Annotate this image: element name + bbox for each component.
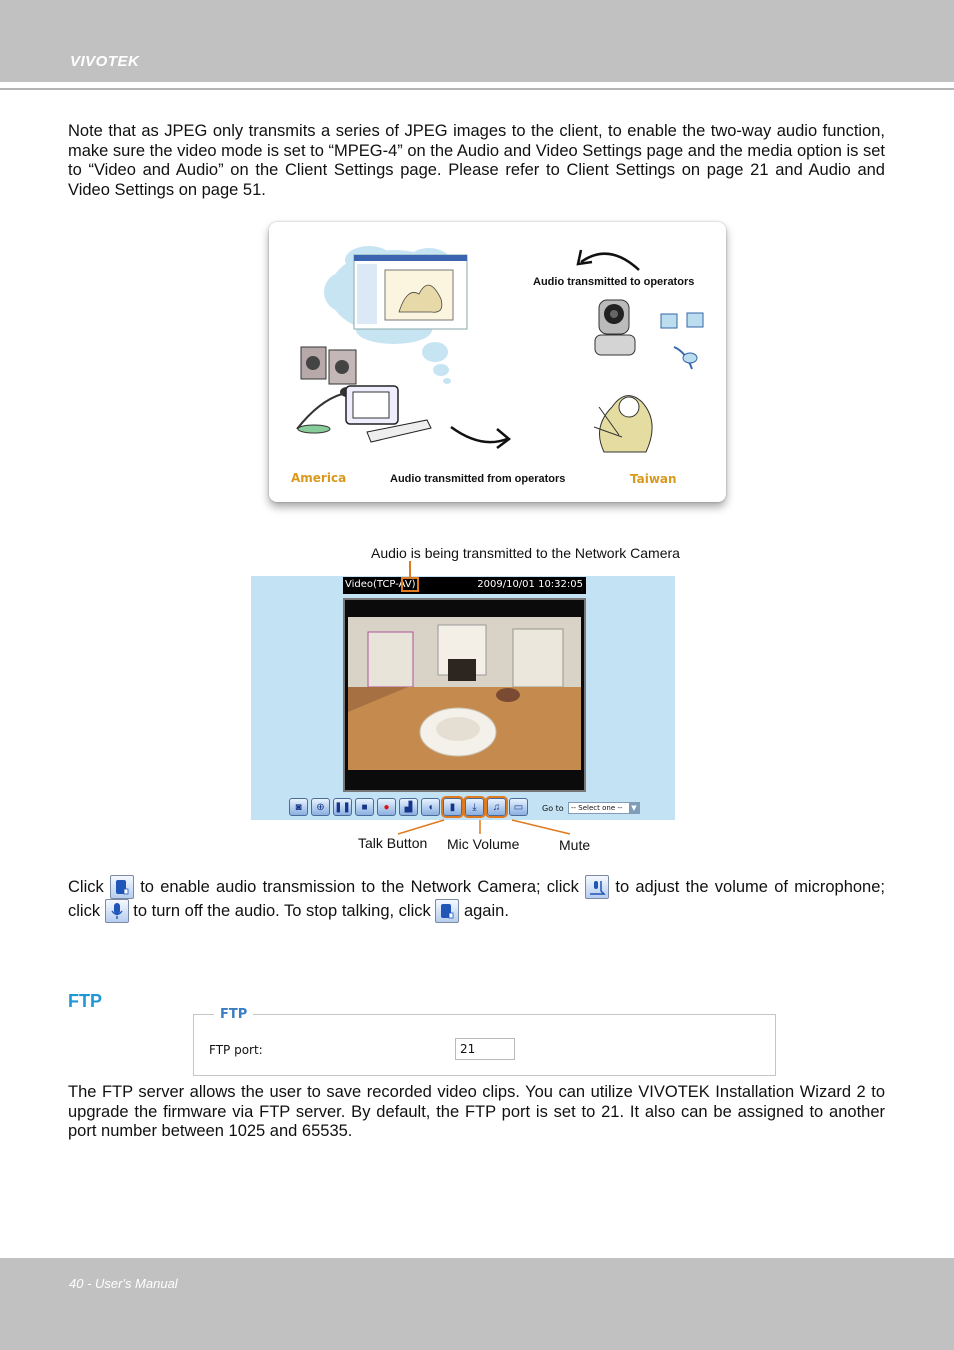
mic-volume-button[interactable]: ⤓ [465,798,484,816]
ftp-description-paragraph: The FTP server allows the user to save recorded video clips. You can utilize VIVOTEK Installation Wizard 2 to upgrade the firmware via FTP server. By default, the FTP port is set to 21. It also can be assigned to another port number between 1025 and 65535. [68,1083,885,1141]
talk-instructions-paragraph [68,875,885,923]
america-label: America [291,471,347,485]
instr-text-2: to enable audio transmission to the Network Camera; click [140,878,579,896]
speaker-mute-button[interactable]: ◖ [421,798,440,816]
section-title-ftp: FTP [68,991,102,1011]
brand-logo: VIVOTEK [70,53,140,70]
snapshot-button[interactable]: ◙ [289,798,308,816]
from-operators-label: Audio transmitted from operators [390,473,566,485]
stop-button[interactable]: ■ [355,798,374,816]
fullscreen-button[interactable]: ▭ [509,798,528,816]
mic-volume-icon [585,875,609,899]
goto-label: Go to [542,804,564,813]
jpeg-note-paragraph: Note that as JPEG only transmits a series of JPEG images to the client, to enable the two-way audio function, make sure the video mode is set to “MPEG-4” on the Audio and Video Settings page and the media option is set to “Video and Audio” on the Client Settings page. Please refer to Client Settings on page 21 and Audio and Video Settings on page 51. [68,122,885,199]
record-button[interactable]: ● [377,798,396,816]
video-mode-label: Video(TCP-AV) [345,579,416,590]
mute-icon [105,899,129,923]
transmitting-caption: Audio is being transmitted to the Network Camera [371,545,680,561]
footer-bar [0,1258,954,1350]
talk-icon-again [435,899,459,923]
talk-button[interactable]: ▮ [443,798,462,816]
chevron-down-icon: ▼ [629,803,639,813]
instr-text-1: Click [68,878,104,896]
ftp-port-input[interactable]: 21 [455,1038,515,1060]
ftp-legend: FTP [214,1007,253,1022]
instr-text-3: to adjust the volume of microphone; click [68,878,885,920]
talk-icon [110,875,134,899]
ftp-settings-panel [193,1007,776,1076]
ftp-port-label: FTP port: [209,1043,263,1057]
instr-text-4: to turn off the audio. To stop talking, click [133,902,431,920]
mute-label: Mute [559,837,591,853]
zoom-button[interactable]: ⊕ [311,798,330,816]
page-number: 40 - User's Manual [69,1276,178,1291]
taiwan-label: Taiwan [630,472,677,486]
to-operators-label: Audio transmitted to operators [533,276,695,288]
timestamp: 2009/10/01 10:32:05 [477,579,583,590]
mic-mute-button[interactable]: ♫ [487,798,506,816]
pause-button[interactable]: ❚❚ [333,798,352,816]
mic-volume-label: Mic Volume [447,836,520,852]
instr-text-5: again. [463,902,509,920]
talk-button-label: Talk Button [358,835,428,851]
volume-button[interactable]: ▟ [399,798,418,816]
goto-select-value: -- Select one -- [571,804,623,812]
